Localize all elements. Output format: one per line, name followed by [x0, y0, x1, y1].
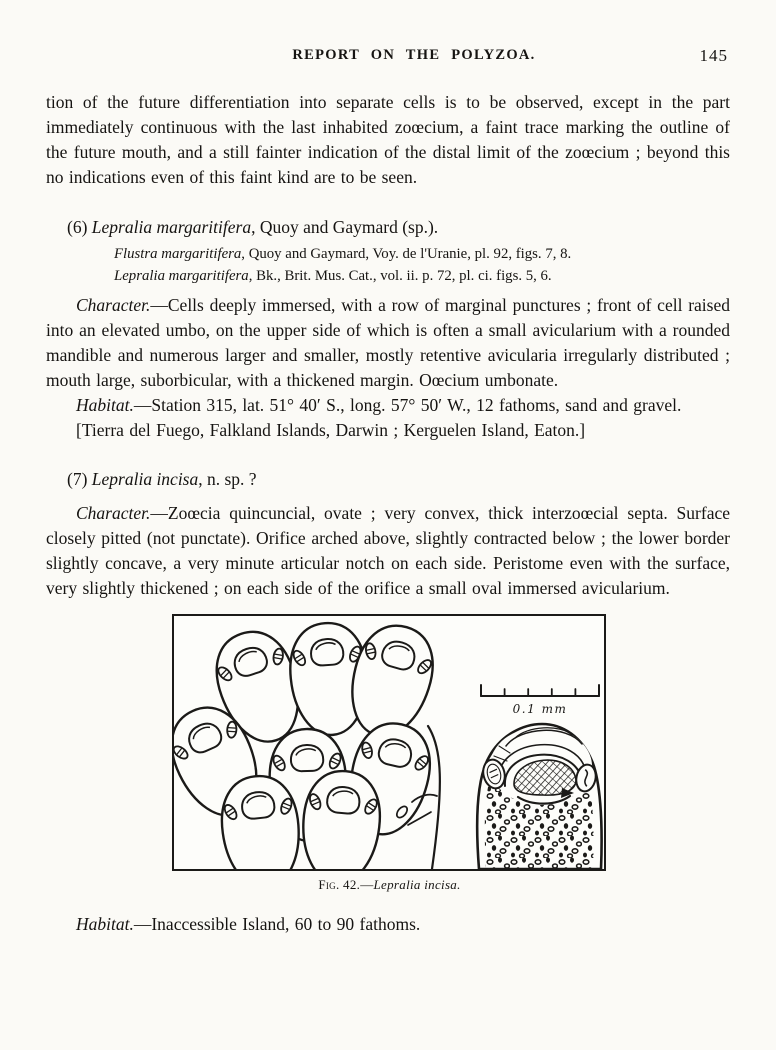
- text-block: [46, 90, 730, 937]
- species-6-synonymy: [46, 243, 730, 287]
- enlarged-zooecium: [477, 724, 601, 869]
- habitat-label: Habitat.: [76, 395, 134, 415]
- synonymy-line: [114, 243, 730, 265]
- species-7-habitat: [46, 912, 730, 937]
- species-7-authority: , n. sp. ?: [198, 469, 257, 489]
- species-6-name: Lepralia margaritifera: [91, 217, 252, 237]
- character-label: Character.: [76, 295, 151, 315]
- species-6-locality-note: [46, 418, 730, 443]
- synonymy-species-name: Flustra margaritifera: [114, 246, 242, 262]
- scale-label: 0.1 mm: [512, 702, 568, 716]
- species-6-authority: , Quoy and Gaymard (sp.).: [251, 217, 439, 237]
- species-7-name: Lepralia incisa: [91, 469, 199, 489]
- page-header: [46, 46, 730, 68]
- synonymy-reference: , Quoy and Gaymard, Voy. de l'Uranie, pl. 92, figs. 7, 8.: [241, 246, 572, 262]
- zooecia-cluster: [174, 617, 443, 869]
- species-6-number: (6): [67, 217, 92, 237]
- species-6-character: [46, 293, 730, 393]
- figure-illustration: [174, 616, 604, 869]
- continuation-text: tion of the future differentiation into separate cells is to be observed, except in the part immediately continuous with the last inhabited zoœcium, a faint trace marking the outline of the future mouth, and a still fainter indication of the distal limit of the zoœcium ; beyond this no indications even of this faint kind are to be seen.: [46, 92, 730, 187]
- character-label: Character.: [76, 503, 151, 523]
- character-text: —Zoœcia quincuncial, ovate ; very convex, thick interzoœcial septa. Surface closely pitted (not punctate). Orifice arched above, slightly contracted below ; the lower border slightly concave, a very minute articular notch on each side. Peristome even with the surface, very slightly thickened ; on each side of the orifice a small oval immersed avicularium.: [46, 503, 730, 598]
- locality-note-text: [Tierra del Fuego, Falkland Islands, Darwin ; Kerguelen Island, Eaton.]: [76, 420, 586, 440]
- species-7-number: (7): [67, 469, 92, 489]
- habitat-text: —Station 315, lat. 51° 40′ S., long. 57° 50′ W., 12 fathoms, sand and gravel.: [133, 395, 682, 415]
- figure-42: [172, 614, 607, 893]
- page-number: 145: [699, 46, 728, 65]
- scale-bar: [481, 685, 599, 716]
- continuation-paragraph: [46, 90, 730, 190]
- running-title: REPORT ON THE POLYZOA.: [292, 47, 536, 63]
- synonymy-species-name: Lepralia margaritifera: [114, 268, 249, 284]
- figure-caption-species: Lepralia incisa.: [373, 877, 461, 892]
- habitat-label: Habitat.: [76, 914, 134, 934]
- species-7-heading: [46, 467, 730, 492]
- habitat-text: —Inaccessible Island, 60 to 90 fathoms.: [133, 914, 421, 934]
- partial-zooecium-outline: [428, 726, 440, 869]
- species-7-character: [46, 501, 730, 601]
- character-text: —Cells deeply immersed, with a row of marginal punctures ; front of cell raised into an elevated umbo, on the upper side of which is often a small avicularium with a rounded mandible and numerous larger and smaller, mostly retentive avicularia irregularly distributed ; mouth large, suborbicular, with a thickened margin. Oœcium umbonate.: [46, 295, 730, 390]
- synonymy-reference: , Bk., Brit. Mus. Cat., vol. ii. p. 72, pl. ci. figs. 5, 6.: [248, 268, 552, 284]
- figure-border: [172, 614, 606, 871]
- species-6-habitat: [46, 393, 730, 418]
- figure-caption: [172, 877, 607, 893]
- species-6-heading: [46, 215, 730, 240]
- figure-caption-label: Fig. 42.—: [318, 877, 374, 892]
- synonymy-line: [114, 265, 730, 287]
